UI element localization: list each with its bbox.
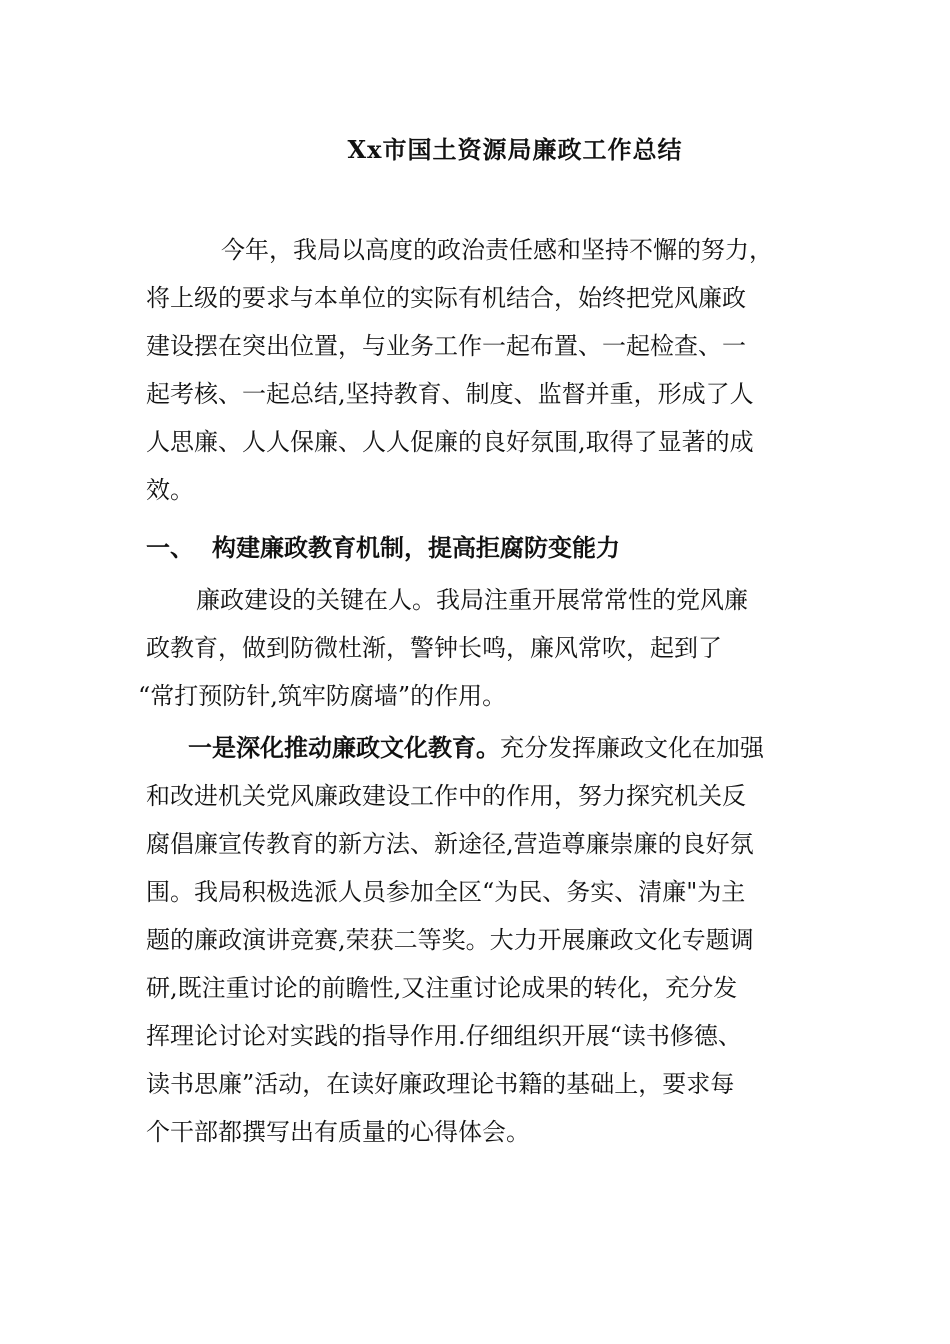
paragraph-line: 个干部都撰写出有质量的心得体会。 bbox=[146, 1118, 530, 1146]
section-number: 一、 bbox=[146, 533, 194, 562]
paragraph-line: 人思廉、人人保廉、人人促廉的良好氛围,取得了显著的成 bbox=[146, 428, 754, 456]
paragraph-line: 今年，我局以高度的政治责任感和坚持不懈的努力， bbox=[221, 236, 773, 264]
paragraph-line bbox=[146, 724, 806, 772]
paragraph-line: 围。我局积极选派人员参加全区“为民、务实、清廉"为主 bbox=[146, 878, 746, 906]
bold-lead-text: 一是深化推动廉政文化教育。 bbox=[188, 733, 500, 762]
paragraph-line: 研,既注重讨论的前瞻性,又注重讨论成果的转化，充分发 bbox=[146, 974, 738, 1002]
paragraph-line: 和改进机关党风廉政建设工作中的作用，努力探究机关反 bbox=[146, 782, 746, 810]
paragraph-line: 读书思廉”活动，在读好廉政理论书籍的基础上，要求每 bbox=[146, 1070, 735, 1098]
section-heading bbox=[146, 528, 620, 568]
section2-paragraph bbox=[146, 724, 806, 1156]
paragraph-line: 挥理论讨论对实践的指导作用.仔细组织开展“读书修德、 bbox=[146, 1022, 742, 1050]
paragraph-line: 政教育，做到防微杜渐，警钟长鸣，廉风常吹，起到了 bbox=[146, 634, 722, 662]
paragraph-line: 建设摆在突出位置，与业务工作一起布置、一起检查、一 bbox=[146, 332, 746, 360]
paragraph-line: “常打预防针,筑牢防腐墙”的作用。 bbox=[138, 682, 507, 710]
paragraph-line: 将上级的要求与本单位的实际有机结合，始终把党风廉政 bbox=[146, 284, 746, 312]
section1-paragraph bbox=[138, 576, 806, 720]
paragraph-line: 起考核、一起总结,坚持教育、制度、监督并重，形成了人 bbox=[146, 380, 754, 408]
lead-line-rest: 充分发挥廉政文化在加强 bbox=[500, 734, 764, 762]
section-heading-text: 构建廉政教育机制，提高拒腐防变能力 bbox=[212, 533, 620, 562]
paragraph-line: 效。 bbox=[146, 476, 194, 504]
paragraph-line: 廉政建设的关键在人。我局注重开展常常性的党风廉 bbox=[196, 586, 748, 614]
paragraph-line: 腐倡廉宣传教育的新方法、新途径,营造尊廉崇廉的良好氛 bbox=[146, 830, 754, 858]
document-title: Xx市国土资源局廉政工作总结 bbox=[347, 135, 683, 164]
paragraph-line: 题的廉政演讲竞赛,荣获二等奖。大力开展廉政文化专题调 bbox=[146, 926, 754, 954]
intro-paragraph bbox=[146, 226, 806, 514]
